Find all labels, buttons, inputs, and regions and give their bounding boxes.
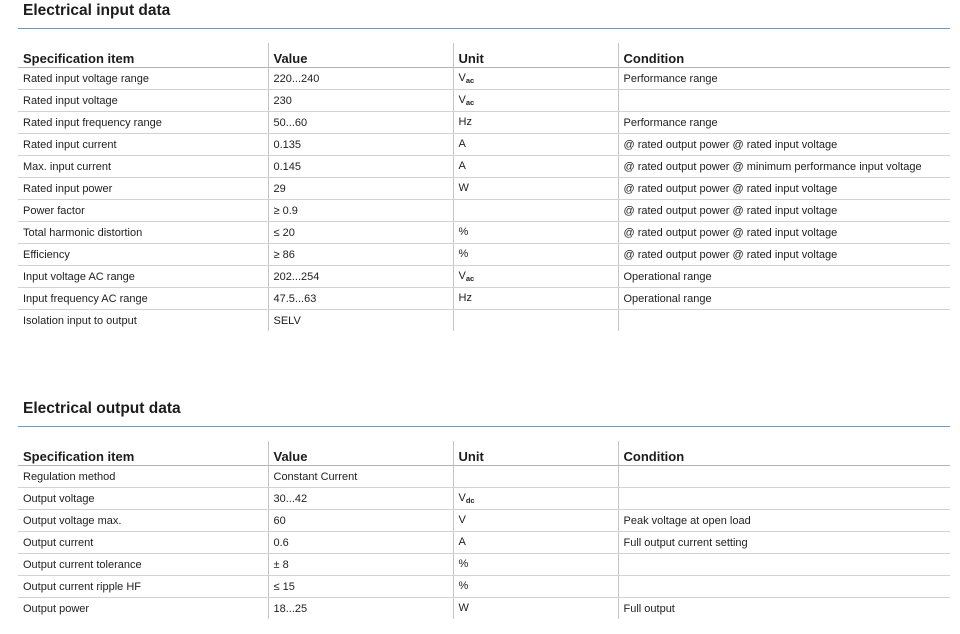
section-title: Electrical input data [18, 0, 950, 29]
condition-cell: @ rated output power @ rated input voltage [618, 200, 950, 222]
table-body [18, 68, 950, 332]
unit-symbol: A [458, 160, 466, 172]
value-cell: 202...254 [268, 266, 453, 288]
unit-cell [453, 156, 618, 178]
value-cell: ≤ 15 [268, 576, 453, 598]
value-cell: ≤ 20 [268, 222, 453, 244]
value-cell: 50...60 [268, 112, 453, 134]
unit-symbol: V [458, 94, 466, 106]
electrical-output-table [18, 441, 950, 619]
spec-item-cell: Rated input voltage [18, 90, 268, 112]
unit-symbol: V [458, 514, 466, 526]
unit-cell [453, 134, 618, 156]
spec-item-cell: Input frequency AC range [18, 288, 268, 310]
spec-item-cell: Rated input current [18, 134, 268, 156]
condition-cell: @ rated output power @ rated input voltage [618, 134, 950, 156]
value-cell: 0.145 [268, 156, 453, 178]
unit-symbol: W [458, 182, 469, 194]
unit-subscript: ac [465, 76, 475, 85]
table-row [18, 112, 950, 134]
table-row [18, 178, 950, 200]
value-cell: 47.5...63 [268, 288, 453, 310]
unit-cell [453, 178, 618, 200]
table-header-row [18, 43, 950, 68]
column-header-unit: Unit [453, 441, 618, 466]
unit-symbol: V [458, 270, 466, 282]
table-row [18, 510, 950, 532]
unit-cell [453, 510, 618, 532]
electrical-output-section [18, 398, 950, 619]
table-row [18, 222, 950, 244]
spec-item-cell: Output power [23, 602, 90, 615]
unit-symbol: Hz [458, 116, 472, 128]
unit-cell [453, 222, 618, 244]
unit-symbol: A [458, 536, 466, 548]
unit-cell [453, 466, 618, 488]
column-header-value: Value [268, 43, 453, 68]
unit-cell [453, 310, 618, 332]
value-cell: 60 [268, 510, 453, 532]
spec-item-cell: Rated input voltage range [18, 68, 268, 90]
unit-cell [453, 266, 618, 288]
table-row [18, 90, 950, 112]
table-row [18, 244, 950, 266]
table-row [18, 310, 950, 332]
condition-cell: Full output [618, 598, 950, 620]
column-header-value: Value [268, 441, 453, 466]
unit-cell [453, 288, 618, 310]
value-cell: 0.135 [268, 134, 453, 156]
spec-item-cell: Input voltage AC range [18, 266, 268, 288]
spec-item-cell: Rated input frequency range [18, 112, 268, 134]
spec-item-cell: Efficiency [18, 244, 268, 266]
spec-item-cell: Output current tolerance [18, 554, 268, 576]
unit-cell [453, 554, 618, 576]
unit-cell [453, 112, 618, 134]
condition-cell [618, 466, 950, 488]
value-cell: 230 [268, 90, 453, 112]
section-title: Electrical output data [18, 398, 950, 427]
value-cell: 18...25 [268, 598, 453, 620]
value-cell: 0.6 [268, 532, 453, 554]
table-row [18, 134, 950, 156]
table-body [18, 466, 950, 620]
value-cell: 220...240 [268, 68, 453, 90]
table-row [18, 554, 950, 576]
condition-cell: @ rated output power @ rated input voltage [618, 222, 950, 244]
electrical-input-section [18, 0, 950, 331]
value-cell: ≥ 86 [268, 244, 453, 266]
table-row [18, 466, 950, 488]
column-header-condition: Condition [618, 43, 950, 68]
table-row [18, 532, 950, 554]
condition-cell: Performance range [618, 68, 950, 90]
unit-subscript: ac [465, 98, 475, 107]
unit-symbol: % [458, 226, 469, 238]
spec-item-cell: Output voltage max. [18, 510, 268, 532]
condition-cell: Performance range [618, 112, 950, 134]
table-row [18, 156, 950, 178]
condition-cell: @ rated output power @ minimum performance input voltage [618, 156, 950, 178]
spec-item-cell: Max. input current [18, 156, 268, 178]
spec-item-cell: Output current ripple HF [18, 576, 268, 598]
table-row [18, 576, 950, 598]
spec-item-cell: Output voltage [18, 488, 268, 510]
unit-symbol: A [458, 138, 466, 150]
unit-symbol: % [458, 558, 469, 570]
condition-cell: @ rated output power @ rated input voltage [618, 244, 950, 266]
value-cell: ± 8 [268, 554, 453, 576]
condition-cell: Operational range [618, 266, 950, 288]
spec-item-cell: Power factor [18, 200, 268, 222]
unit-cell [453, 576, 618, 598]
spec-item-cell: Isolation input to output [23, 314, 137, 327]
condition-cell [618, 488, 950, 510]
unit-cell [453, 244, 618, 266]
condition-cell: Peak voltage at open load [618, 510, 950, 532]
unit-symbol: W [458, 602, 469, 614]
table-row [18, 266, 950, 288]
value-cell: ≥ 0.9 [268, 200, 453, 222]
column-header-item: Specification item [18, 441, 268, 466]
table-row [18, 488, 950, 510]
condition-cell [618, 310, 950, 332]
unit-cell [453, 200, 618, 222]
unit-symbol: V [458, 492, 466, 504]
unit-subscript: ac [465, 274, 475, 283]
value-cell: 29 [268, 178, 453, 200]
condition-cell: Full output current setting [618, 532, 950, 554]
table-row [18, 598, 950, 620]
spec-item-cell: Regulation method [18, 466, 268, 488]
condition-cell [618, 554, 950, 576]
condition-cell: Operational range [618, 288, 950, 310]
unit-symbol: % [458, 248, 469, 260]
unit-symbol: V [458, 72, 466, 84]
condition-cell [618, 576, 950, 598]
unit-symbol: % [458, 580, 469, 592]
condition-cell [618, 90, 950, 112]
unit-subscript: dc [465, 496, 475, 505]
unit-cell [453, 488, 618, 510]
spec-item-cell: Rated input power [18, 178, 268, 200]
unit-cell [453, 532, 618, 554]
value-cell: SELV [268, 310, 453, 332]
unit-cell [453, 68, 618, 90]
unit-cell [453, 90, 618, 112]
table-header-row [18, 441, 950, 466]
electrical-input-table [18, 43, 950, 331]
value-cell: Constant Current [268, 466, 453, 488]
value-cell: 30...42 [268, 488, 453, 510]
spec-item-cell: Output current [18, 532, 268, 554]
condition-cell: @ rated output power @ rated input voltage [618, 178, 950, 200]
spec-item-cell: Total harmonic distortion [18, 222, 268, 244]
unit-cell [453, 598, 618, 620]
column-header-unit: Unit [453, 43, 618, 68]
unit-symbol: Hz [458, 292, 472, 304]
table-row [18, 288, 950, 310]
column-header-condition: Condition [618, 441, 950, 466]
column-header-item: Specification item [18, 43, 268, 68]
table-row [18, 68, 950, 90]
table-row [18, 200, 950, 222]
